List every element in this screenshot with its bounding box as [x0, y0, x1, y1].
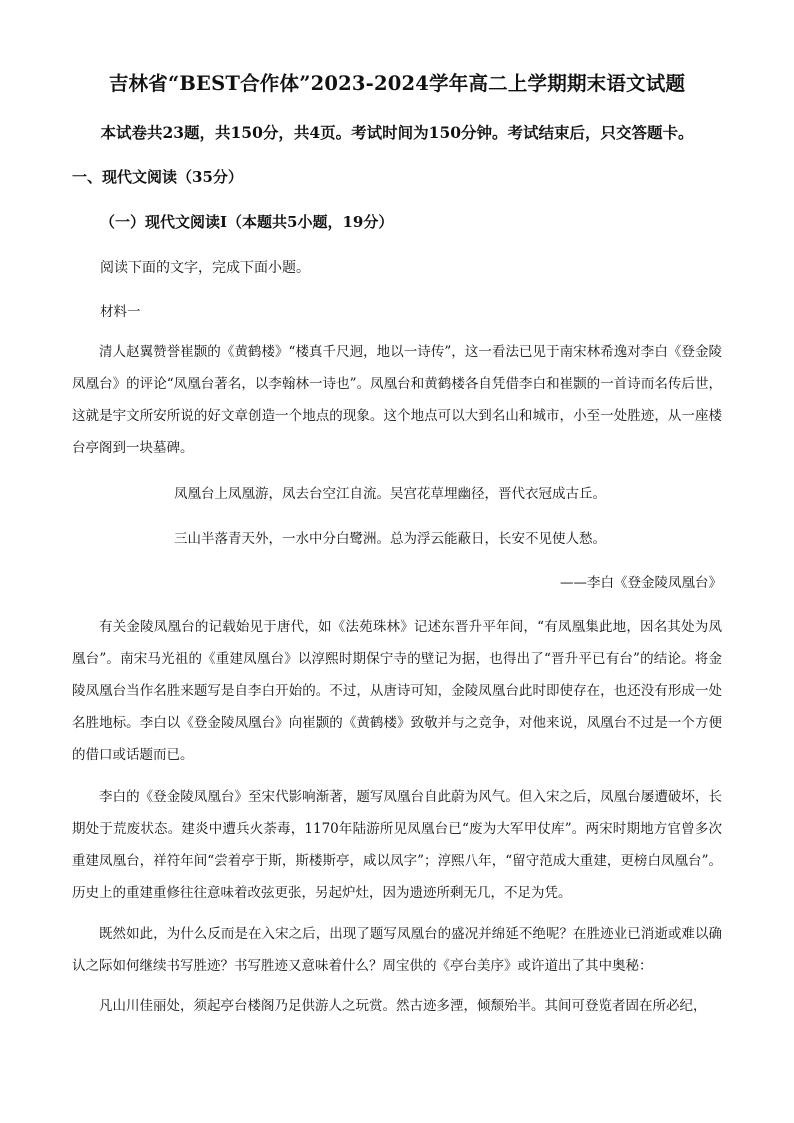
paragraph: 凡山川佳丽处，须起亭台楼阁乃足供游人之玩赏。然古迹多湮，倾颓殆半。其间可登览者固在所必纪，: [99, 998, 707, 1014]
reading-instruction: 阅读下面的文字，完成下面小题。: [100, 260, 310, 276]
paragraph: 既然如此，为什么反而是在入宋之后，出现了题写凤凰台的盛况并绵延不绝呢？在胜迹业已消逝或难以确认之际如何继续书写胜迹？书写胜迹又意味着什么？周宝供的《亭台美序》或许道出了其中奥秘：: [72, 926, 722, 974]
subsection-heading: （一）现代文阅读Ⅰ（本题共5小题，19分）: [100, 213, 394, 231]
poem-source: ——李白《登金陵凤凰台》: [560, 575, 722, 591]
paragraph: 李白的《登金陵凤凰台》至宋代影响渐著，题写凤凰台自此蔚为风气。但入宋之后，凤凰台屡遭破坏，长期处于荒废状态。建炎中遭兵火荼毒，1170年陆游所见凤凰台已“废为大军甲仗库”。两宋时期地方官曾多次重建凤凰台，祥符年间“尝着亭于斯，斯楼斯亭，咸以凤字”；淳熙八年，“留守范成大重建，更榜白凤凰台”。历史上的重建重修往往意味着改弦更张，另起炉灶，因为遗迹所剩无几，不足为凭。: [72, 789, 722, 901]
document-title: 吉林省“BEST合作体”2023-2024学年高二上学期期末语文试题: [108, 72, 686, 95]
paragraph: 清人赵翼赞誉崔颢的《黄鹤楼》“楼真千尺迥，地以一诗传”，这一看法已见于南宋林希逸对李白《登金陵凤凰台》的评论“凤凰台著名，以李翰林一诗也”。凤凰台和黄鹤楼各自凭借李白和崔颢的一首诗而名传后世，这就是宇文所安所说的好文章创造一个地点的现象。这个地点可以大到名山和城市，小至一处胜迹，从一座楼台亭阁到一块墓碑。: [72, 344, 722, 456]
poem-line: 凤凰台上凤凰游，凤去台空江自流。吴宫花草埋幽径，晋代衣冠成古丘。: [174, 486, 606, 502]
paragraph: 有关金陵凤凰台的记载始见于唐代，如《法苑珠林》记述东晋升平年间，“有凤凰集此地，因名其处为凤凰台”。南宋马光祖的《重建凤凰台》以淳熙时期保宁寺的壁记为据，也得出了“晋升平已有台”的结论。将金陵凤凰台当作名胜来题写是自李白开始的。不过，从唐诗可知，金陵凤凰台此时即使存在，也还没有形成一处名胜地标。李白以《登金陵凤凰台》向崔颢的《黄鹤楼》致敬并与之竞争，对他来说，凤凰台不过是一个方便的借口或话题而已。: [72, 619, 722, 763]
exam-intro: 本试卷共23题，共150分，共4页。考试时间为150分钟。考试结束后，只交答题卡。: [100, 123, 694, 142]
section-heading: 一、现代文阅读（35分）: [72, 168, 243, 186]
poem-line: 三山半落青天外，一水中分白鹭洲。总为浮云能蔽日，长安不见使人愁。: [174, 531, 606, 547]
material-label: 材料一: [100, 304, 141, 320]
